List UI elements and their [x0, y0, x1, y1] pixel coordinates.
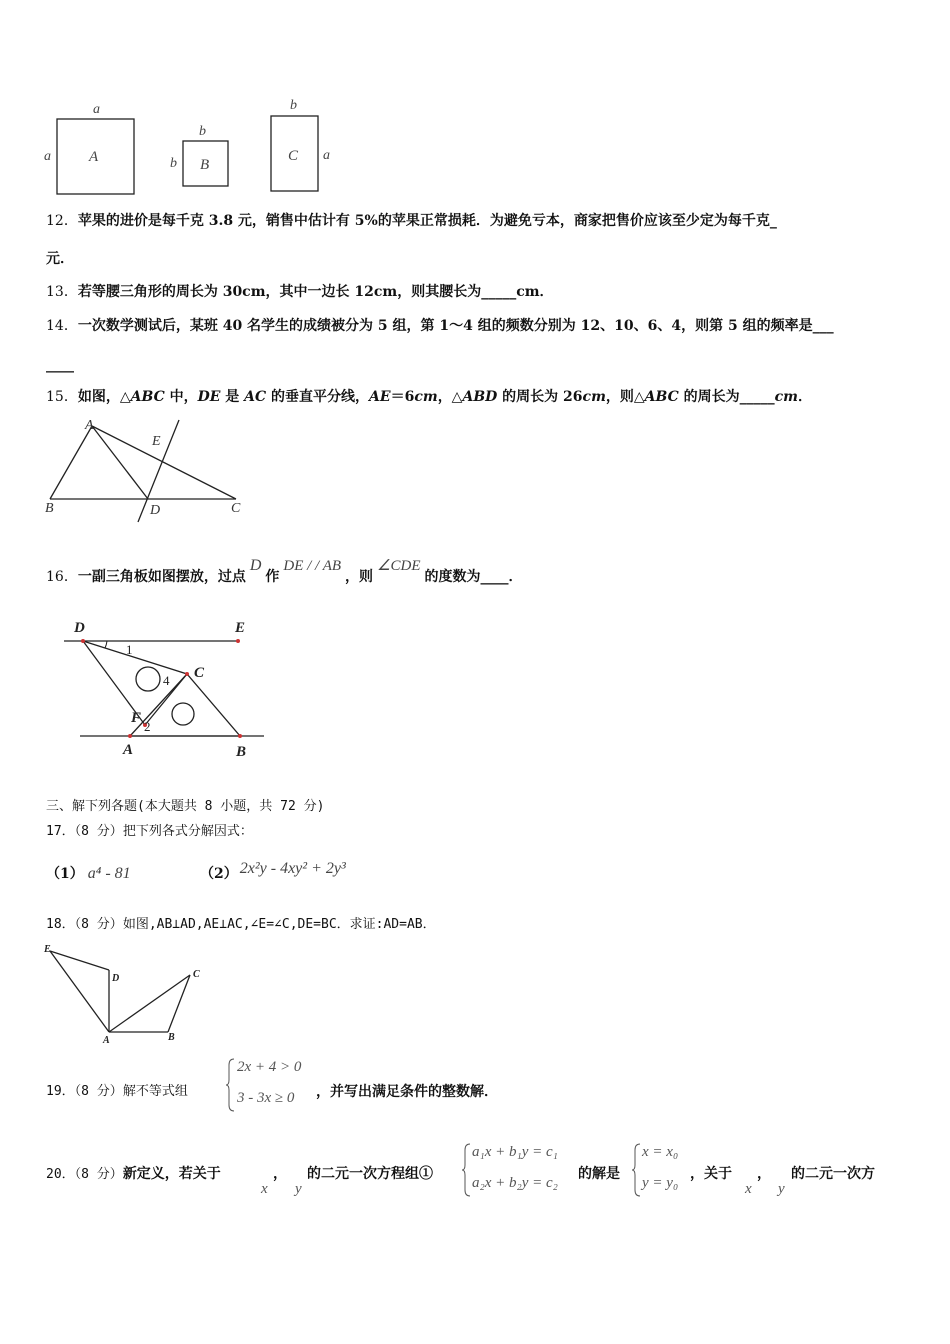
- question-14-number: 14．: [46, 318, 78, 334]
- q15-text-9: 的周长为_____: [678, 389, 775, 405]
- q16-label-A: A: [123, 742, 134, 758]
- question-15-number: 15．: [46, 389, 78, 405]
- q18-label-E: E: [44, 944, 51, 955]
- question-18-score: （8 分）: [74, 917, 123, 932]
- question-17-number: 17．: [46, 824, 75, 839]
- q16-label-1: 1: [126, 642, 133, 657]
- q15-cm-2: cm: [582, 389, 606, 405]
- q19-inequality-1: 2x + 4 > 0: [237, 1059, 302, 1075]
- q20-y-1: y: [295, 1181, 302, 1197]
- question-19-text: 解不等式组: [122, 1084, 188, 1099]
- q20-x-1: x: [261, 1181, 268, 1197]
- question-20-number: 20．: [46, 1167, 75, 1182]
- question-19-number: 19．: [46, 1084, 75, 1099]
- q20-text-4: ，关于: [690, 1166, 732, 1182]
- rect-c-top-label: b: [290, 98, 297, 113]
- question-14: [46, 316, 834, 336]
- q17-part-2-label: （2）: [200, 866, 238, 882]
- q16-de-parallel-ab: DE / / AB: [283, 558, 342, 574]
- square-b-side-label: b: [170, 156, 177, 171]
- q15-abd: ABD: [462, 389, 498, 405]
- square-b-top-label: b: [199, 124, 206, 139]
- q15-label-B: B: [45, 501, 54, 516]
- q20-text-2: 的二元一次方程组①: [307, 1166, 433, 1182]
- rect-c-name: C: [288, 148, 299, 164]
- q15-label-E: E: [152, 434, 161, 449]
- q19-brace: [226, 1057, 236, 1113]
- question-19: [46, 1082, 188, 1102]
- q15-ae: AE: [369, 389, 391, 405]
- rect-c-side-label: a: [323, 148, 330, 163]
- question-12: [46, 211, 777, 231]
- q15-text-4: 的垂直平分线，: [266, 389, 370, 405]
- q15-text-8: ，则△: [605, 389, 645, 405]
- question-16: [46, 557, 523, 587]
- question-17-part-2: [200, 860, 346, 884]
- question-17-score: （8 分）: [74, 824, 123, 839]
- q19-inequality-2: 3 - 3x ≥ 0: [237, 1090, 295, 1106]
- question-18-text: 如图,AB⊥AD,AE⊥AC,∠E=∠C,DE=BC．求证:AD=AB．: [122, 917, 436, 932]
- question-13-text: 若等腰三角形的周长为 30cm，其中一边长 12cm，则其腰长为_____cm．: [77, 284, 554, 300]
- question-12-number: 12．: [46, 213, 78, 229]
- question-20: [46, 1164, 221, 1185]
- section-3-title: 三、解下列各题(本大题共 8 小题，共 72 分): [46, 799, 325, 814]
- q16-text-2: 作: [265, 569, 280, 585]
- square-a-top-label: a: [93, 102, 100, 117]
- question-19-score: （8 分）: [74, 1084, 123, 1099]
- q20-x-2: x: [745, 1181, 752, 1197]
- q15-text-6: ，△: [437, 389, 463, 405]
- q17-expression-1: a⁴ - 81: [87, 865, 131, 882]
- question-16-number: 16．: [46, 569, 78, 585]
- q20-comma-1: ，: [273, 1166, 287, 1182]
- question-15: [46, 387, 812, 407]
- q16-text-3: ，则: [345, 569, 374, 585]
- question-13-number: 13．: [46, 284, 78, 300]
- q15-text-3: 是: [220, 389, 245, 405]
- q16-label-D: D: [74, 620, 85, 636]
- q16-angle-cde: ∠CDE: [377, 558, 421, 574]
- question-18: [46, 915, 436, 935]
- q16-text-4: 的度数为____．: [424, 569, 523, 585]
- question-18-number: 18．: [46, 917, 75, 932]
- square-b-name: B: [200, 157, 210, 173]
- q20-comma-2: ，: [757, 1166, 771, 1182]
- question-20-score: （8 分）: [74, 1167, 123, 1182]
- q20-text-3: 的解是: [578, 1166, 620, 1182]
- square-a-side-label: a: [44, 149, 51, 164]
- question-14-continuation: ____: [46, 357, 74, 373]
- q15-triangle-figure: [40, 414, 250, 526]
- question-17-text: 把下列各式分解因式：: [122, 824, 253, 839]
- q15-text-2: 中，: [164, 389, 198, 405]
- q15-cm-1: cm: [414, 389, 438, 405]
- q16-point-d: D: [249, 557, 262, 574]
- q18-label-A: A: [103, 1035, 110, 1045]
- q15-abc: ABC: [130, 389, 165, 405]
- q15-ac: AC: [244, 389, 267, 405]
- top-squares-figure: [40, 92, 340, 202]
- q20-text-5: 的二元一次方: [791, 1166, 875, 1182]
- q16-label-2: 2: [144, 719, 151, 734]
- question-12-text: 苹果的进价是每千克 3.8 元，销售中估计有 5%的苹果正常损耗．为避免亏本，商家把售价应该至少定为每千克_: [77, 213, 777, 229]
- q15-label-C: C: [231, 501, 241, 516]
- question-12-continuation: 元．: [46, 251, 74, 267]
- question-14-text: 一次数学测试后，某班 40 名学生的成绩被分为 5 组，第 1～4 组的频数分别为 12、10、6、4，则第 5 组的频率是___: [77, 318, 834, 334]
- q16-label-B: B: [236, 744, 247, 760]
- q16-label-F: F: [131, 710, 142, 726]
- square-a-name: A: [89, 149, 99, 165]
- q20-text-1: 新定义，若关于: [122, 1166, 221, 1182]
- q15-text-1: 如图，△: [77, 389, 131, 405]
- q20-brace-2: [632, 1142, 642, 1198]
- q15-text-7: 的周长为 26: [497, 389, 583, 405]
- q17-expression-2: 2x²y - 4xy² + 2y³: [239, 860, 346, 877]
- q20-solution-x: x = x₀: [642, 1144, 679, 1160]
- q18-figure: [40, 940, 220, 1045]
- q15-text-10: ．: [798, 389, 812, 405]
- question-19-tail: ，并写出满足条件的整数解．: [316, 1084, 498, 1100]
- question-13: [46, 282, 554, 302]
- q20-equation-1: a₁x + b₁y = c₁: [472, 1144, 558, 1160]
- question-17: [46, 822, 253, 842]
- q16-label-E: E: [235, 620, 246, 636]
- q15-label-A: A: [85, 418, 94, 433]
- q15-abc-2: ABC: [644, 389, 679, 405]
- q16-text-1: 一副三角板如图摆放，过点: [77, 569, 246, 585]
- q18-label-C: C: [193, 969, 200, 980]
- q20-equation-2: a₂x + b₂y = c₂: [472, 1175, 558, 1191]
- q16-triangle-boards-figure: [60, 612, 280, 762]
- q18-label-B: B: [168, 1032, 175, 1043]
- q15-text-5: ＝6: [390, 389, 415, 405]
- q20-solution-y: y = y₀: [642, 1175, 679, 1191]
- question-17-parts: [46, 864, 131, 884]
- q17-part-1-label: （1）: [46, 866, 84, 882]
- q20-y-2: y: [778, 1181, 785, 1197]
- q15-cm-3: cm: [774, 389, 798, 405]
- q20-brace-1: [462, 1142, 472, 1198]
- q18-label-D: D: [112, 973, 120, 984]
- q15-label-D: D: [150, 503, 161, 518]
- q16-label-4: 4: [163, 673, 170, 688]
- q16-label-C: C: [194, 665, 205, 681]
- q15-de: DE: [197, 389, 221, 405]
